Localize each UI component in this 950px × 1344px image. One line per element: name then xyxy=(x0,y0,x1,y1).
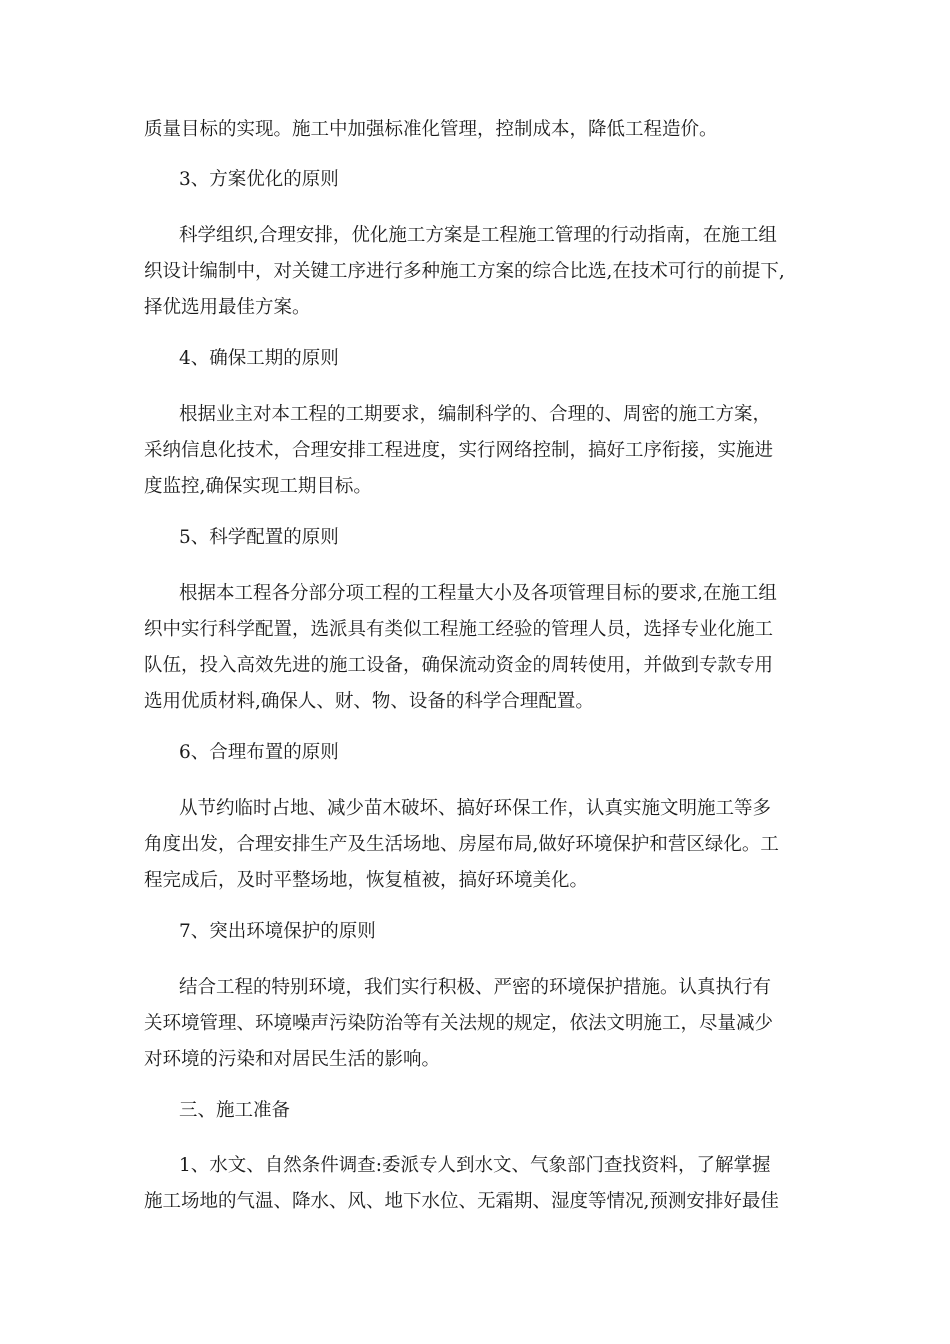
paragraph-line: 择优选用最佳方案。 xyxy=(144,297,311,318)
paragraph-line: 1、水文、自然条件调查:委派专人到水文、气象部门查找资料，了解掌握 xyxy=(179,1155,771,1176)
paragraph-line: 施工场地的气温、降水、风、地下水位、无霜期、湿度等情况,预测安排好最佳 xyxy=(144,1191,779,1212)
paragraph-line: 对环境的污染和对居民生活的影响。 xyxy=(144,1049,441,1070)
paragraph-line: 采纳信息化技术，合理安排工程进度，实行网络控制，搞好工序衔接，实施进 xyxy=(144,440,774,461)
paragraph-line: 程完成后，及时平整场地，恢复植被，搞好环境美化。 xyxy=(144,870,589,891)
paragraph-line: 角度出发，合理安排生产及生活场地、房屋布局,做好环境保护和营区绿化。工 xyxy=(144,834,779,855)
paragraph-line: 织中实行科学配置，选派具有类似工程施工经验的管理人员，选择专业化施工 xyxy=(144,619,774,640)
paragraph-line: 从节约临时占地、减少苗木破坏、搞好环保工作，认真实施文明施工等多 xyxy=(179,798,772,819)
paragraph-line: 结合工程的特别环境，我们实行积极、严密的环境保护措施。认真执行有 xyxy=(179,977,772,998)
paragraph-line: 关环境管理、环境噪声污染防治等有关法规的规定，依法文明施工，尽量减少 xyxy=(144,1013,774,1034)
paragraph-line: 根据业主对本工程的工期要求，编制科学的、合理的、周密的施工方案， xyxy=(179,404,772,425)
section-heading: 6、合理布置的原则 xyxy=(179,742,339,763)
section-heading: 7、突出环境保护的原则 xyxy=(179,921,376,942)
paragraph-line: 队伍，投入高效先进的施工设备，确保流动资金的周转使用，并做到专款专用 xyxy=(144,655,774,676)
section-heading: 3、方案优化的原则 xyxy=(179,169,339,190)
paragraph-line: 科学组织,合理安排，优化施工方案是工程施工管理的行动指南，在施工组 xyxy=(179,225,777,246)
section-heading: 三、施工准备 xyxy=(179,1100,291,1121)
section-heading: 4、确保工期的原则 xyxy=(179,348,339,369)
paragraph-line: 根据本工程各分部分项工程的工程量大小及各项管理目标的要求,在施工组 xyxy=(179,583,777,604)
paragraph-line: 度监控,确保实现工期目标。 xyxy=(144,476,372,497)
paragraph-line: 织设计编制中，对关键工序进行多种施工方案的综合比选,在技术可行的前提下, xyxy=(144,261,785,282)
section-heading: 5、科学配置的原则 xyxy=(179,527,339,548)
paragraph-line: 质量目标的实现。施工中加强标准化管理，控制成本，降低工程造价。 xyxy=(144,119,718,140)
paragraph-line: 选用优质材料,确保人、财、物、设备的科学合理配置。 xyxy=(144,691,594,712)
